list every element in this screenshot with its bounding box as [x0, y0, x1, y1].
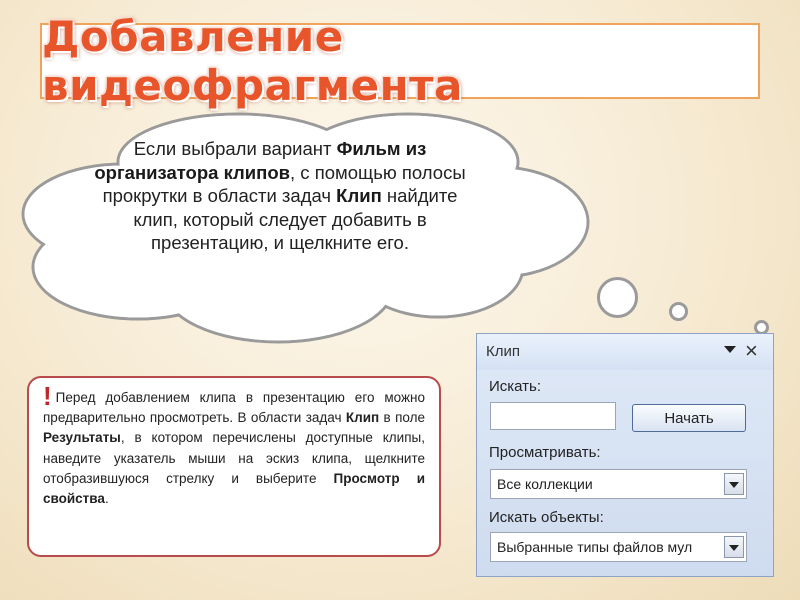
triangle-down-icon[interactable]	[724, 346, 736, 353]
browse-select[interactable]	[490, 469, 747, 499]
cloud-text	[85, 137, 475, 255]
cloud-text-3: найдите клип, который следует добавить в презентацию, и щелкните его.	[133, 185, 458, 253]
cloud-text-2: , с помощью полосы прокрутки в области задач	[102, 161, 466, 206]
chevron-down-icon[interactable]	[724, 536, 744, 558]
note-text-4: .	[104, 491, 109, 507]
browse-label: Просматривать:	[489, 444, 601, 461]
search-input[interactable]	[490, 402, 616, 430]
chevron-down-icon[interactable]	[724, 473, 744, 495]
thought-bubble-large	[597, 277, 638, 318]
objects-label: Искать объекты:	[489, 509, 604, 526]
cloud-bold-clip: Клип	[336, 185, 382, 206]
title-box	[40, 12, 760, 110]
objects-select-value: Выбранные типы файлов мул	[497, 539, 693, 555]
browse-select-value: Все коллекции	[497, 476, 593, 492]
note-text-3: , в котором перечислены доступные клипы, наведите указатель мыши на эскиз клипа, щелкните отобразившуюся стрелку и выберите	[43, 430, 425, 486]
slide-title: Добавление видеофрагмента	[42, 12, 463, 110]
note-bold-preview: Просмотр и свойства	[43, 470, 425, 507]
note-bold-clip: Клип	[345, 410, 380, 426]
cloud-bold-film: Фильм из организатора клипов	[94, 138, 427, 183]
note-text-2: в поле	[379, 410, 425, 426]
note-text-1: Перед добавлением клипа в презентацию его можно предварительно просмотреть. В области задач	[43, 390, 425, 426]
clip-task-pane	[476, 333, 774, 577]
pane-header	[477, 334, 773, 370]
objects-select[interactable]	[490, 532, 747, 562]
close-icon[interactable]: ×	[745, 338, 758, 363]
cloud-text-1: Если выбрали вариант	[133, 138, 337, 159]
note-bold-results: Результаты	[43, 430, 121, 446]
search-label: Искать:	[489, 378, 542, 395]
exclamation-mark: !	[43, 381, 52, 411]
thought-bubble-medium	[669, 302, 688, 321]
pane-title: Клип	[486, 343, 520, 360]
note-box	[27, 376, 441, 557]
start-button[interactable]: Начать	[632, 404, 746, 432]
